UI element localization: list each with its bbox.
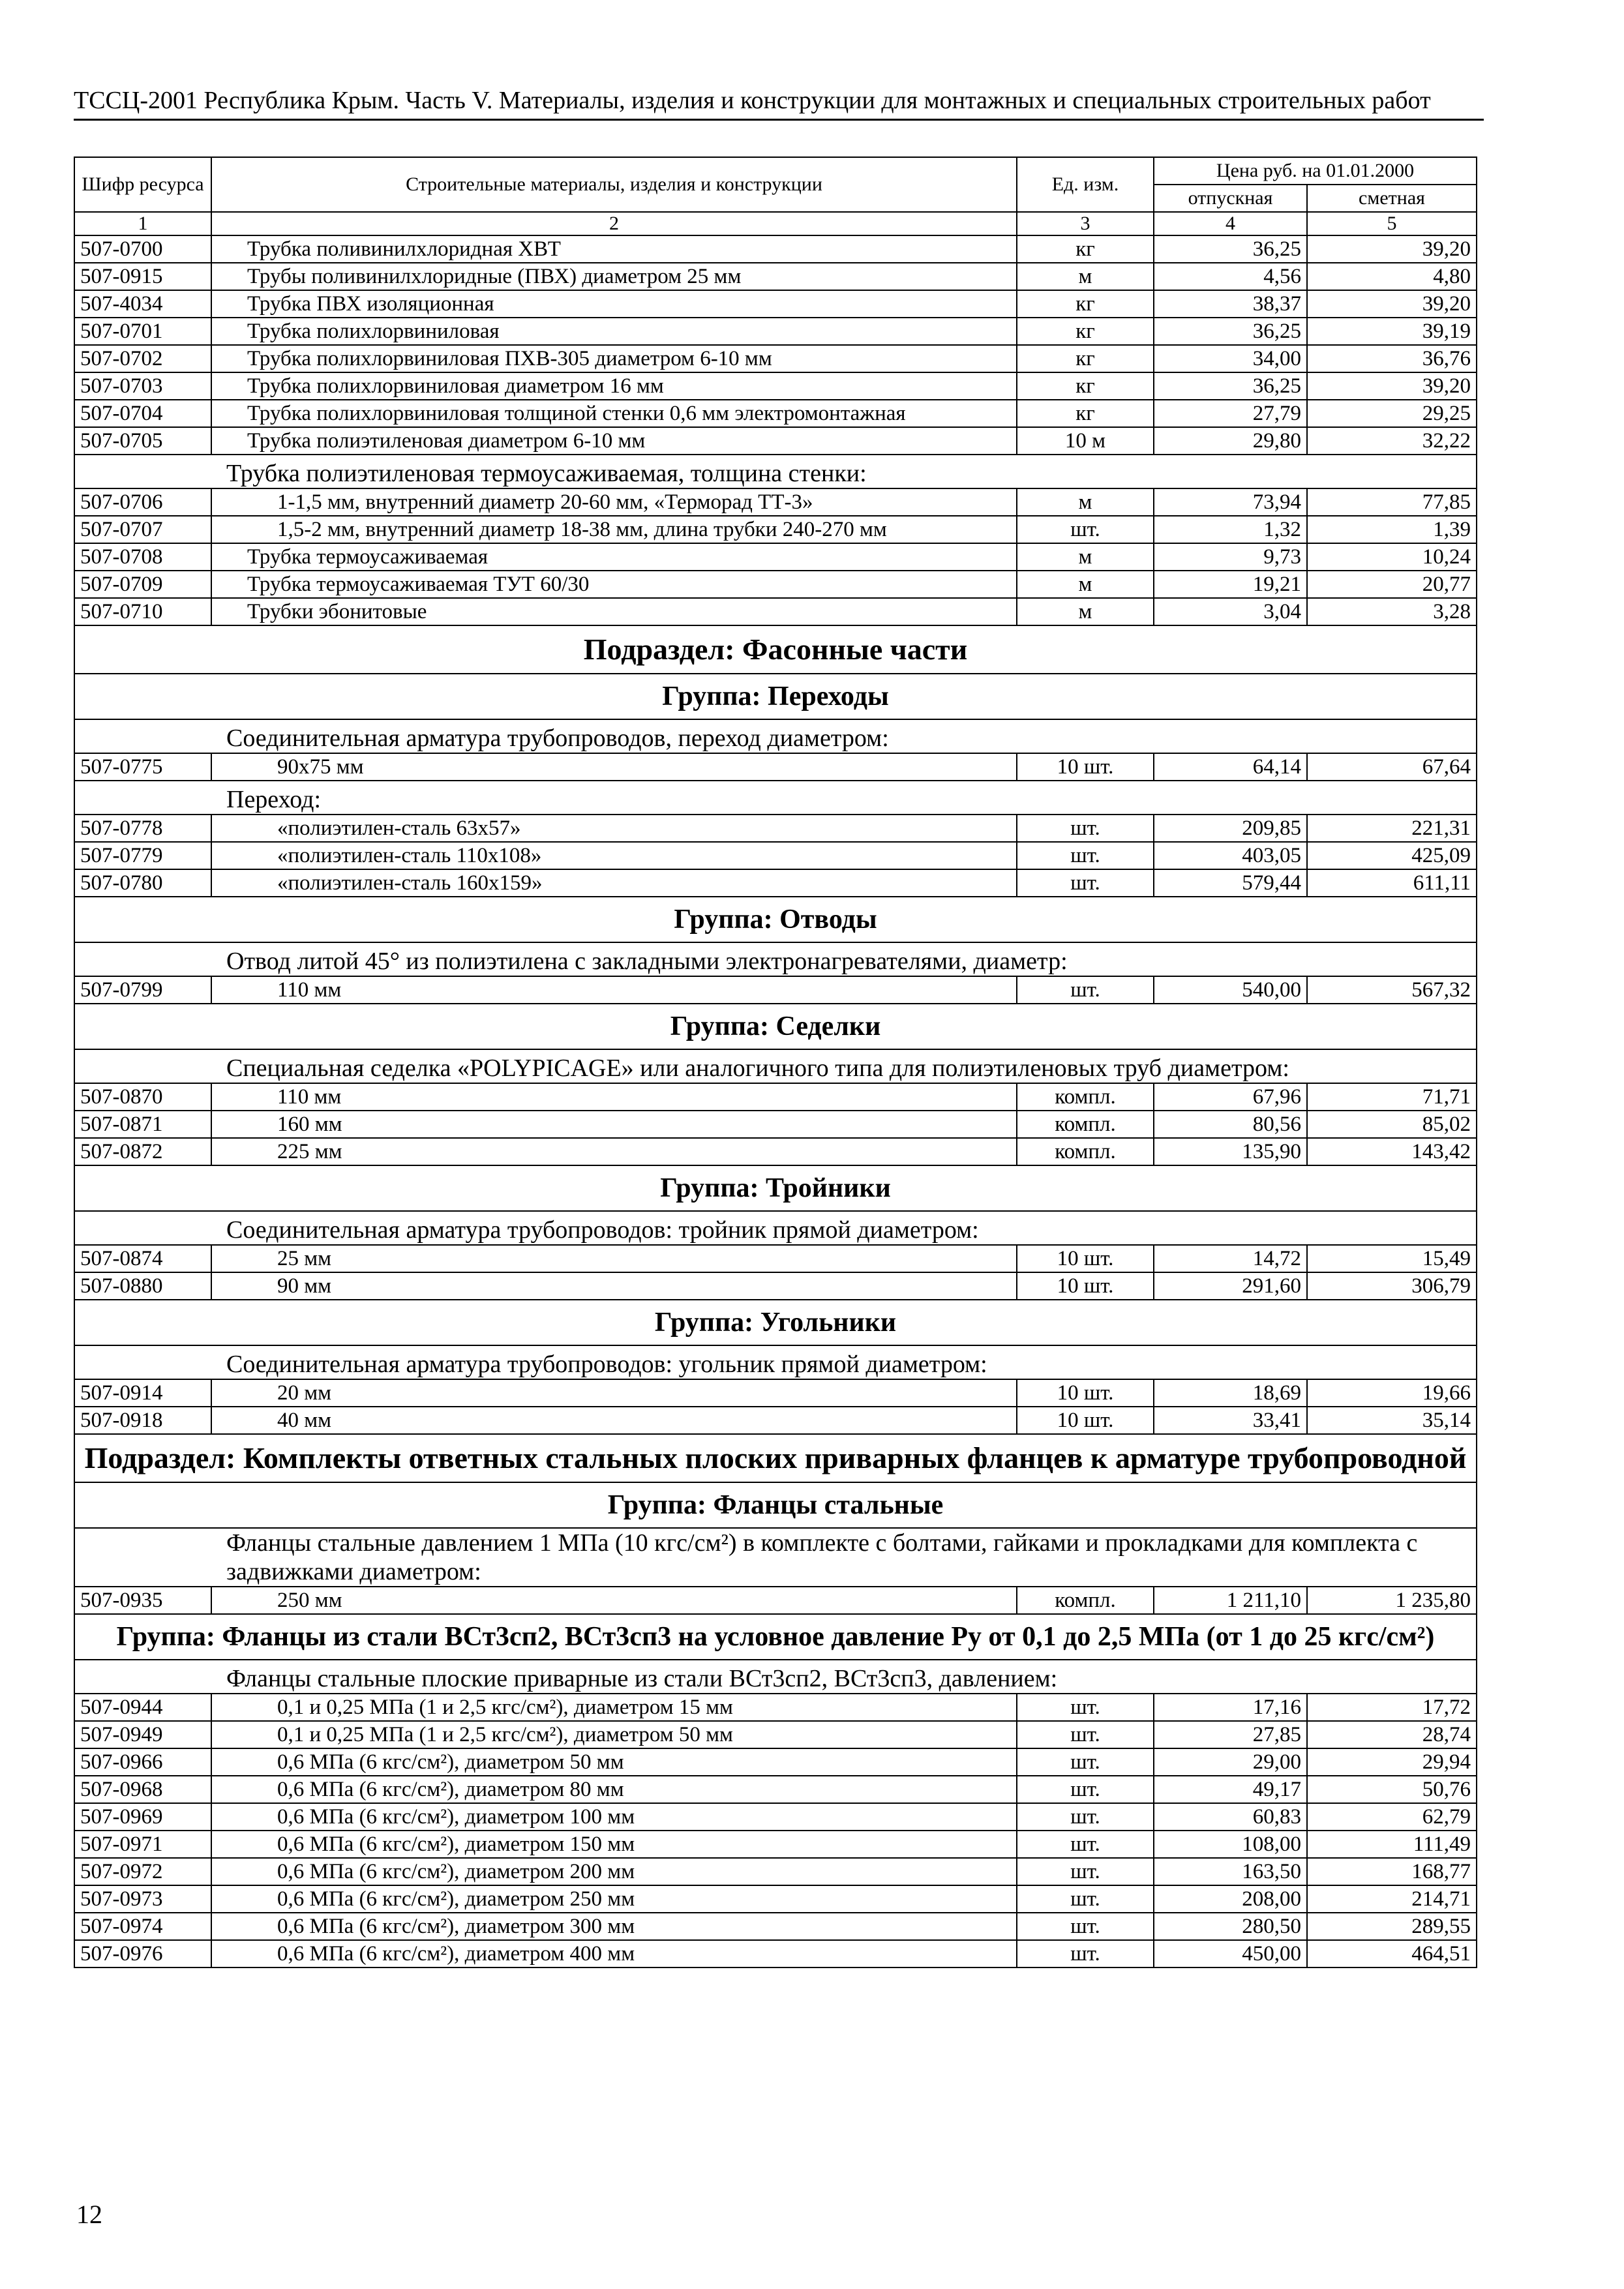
release-price: 208,00 [1154, 1885, 1307, 1913]
subgroup-heading-row [74, 942, 1477, 976]
group-title: Группа: Фланцы из стали ВСт3сп2, ВСт3сп3 на условное давление Ру от 0,1 до 2,5 МПа (от 1 до 25 кгс/см²) [74, 1614, 1477, 1660]
table-row [74, 815, 1477, 842]
subgroup-heading: Соединительная арматура трубопроводов: тройник прямой диаметром: [74, 1211, 1477, 1245]
material-name: 0,6 МПа (6 кгс/см²), диаметром 100 мм [211, 1803, 1017, 1831]
material-name: Трубка термоусаживаемая [211, 543, 1017, 571]
resource-code: 507-0968 [74, 1776, 211, 1803]
release-price: 17,16 [1154, 1694, 1307, 1721]
subsection-title: Подраздел: Фасонные части [74, 625, 1477, 674]
estimate-price: 15,49 [1307, 1245, 1477, 1272]
resource-code: 507-0779 [74, 842, 211, 869]
estimate-price: 3,28 [1307, 598, 1477, 625]
estimate-price: 19,66 [1307, 1379, 1477, 1407]
estimate-price: 77,85 [1307, 488, 1477, 516]
material-name: 1-1,5 мм, внутренний диаметр 20-60 мм, «Терморад ТТ-3» [211, 488, 1017, 516]
estimate-price: 168,77 [1307, 1858, 1477, 1885]
table-row [74, 1407, 1477, 1434]
material-name: Трубка полихлорвиниловая [211, 318, 1017, 345]
release-price: 108,00 [1154, 1831, 1307, 1858]
resource-code: 507-0973 [74, 1885, 211, 1913]
column-header-price: Цена руб. на 01.01.2000 [1154, 157, 1477, 185]
resource-code: 507-4034 [74, 290, 211, 318]
column-number: 3 [1017, 212, 1154, 235]
estimate-price: 214,71 [1307, 1885, 1477, 1913]
material-name: 0,6 МПа (6 кгс/см²), диаметром 400 мм [211, 1940, 1017, 1967]
estimate-price: 39,20 [1307, 235, 1477, 263]
release-price: 36,25 [1154, 318, 1307, 345]
subgroup-heading: Соединительная арматура трубопроводов: угольник прямой диаметром: [74, 1345, 1477, 1379]
release-price: 3,04 [1154, 598, 1307, 625]
resource-code: 507-0971 [74, 1831, 211, 1858]
release-price: 67,96 [1154, 1083, 1307, 1111]
estimate-price: 20,77 [1307, 571, 1477, 598]
table-row [74, 1748, 1477, 1776]
subsection-row [74, 625, 1477, 674]
resource-code: 507-0708 [74, 543, 211, 571]
unit-of-measure: шт. [1017, 1748, 1154, 1776]
table-row [74, 1940, 1477, 1967]
unit-of-measure: м [1017, 598, 1154, 625]
table-row [74, 842, 1477, 869]
subgroup-heading-row [74, 1660, 1477, 1694]
table-row [74, 427, 1477, 455]
release-price: 14,72 [1154, 1245, 1307, 1272]
unit-of-measure: кг [1017, 235, 1154, 263]
header-rule [74, 119, 1484, 121]
table-row [74, 753, 1477, 781]
group-row [74, 674, 1477, 719]
release-price: 280,50 [1154, 1913, 1307, 1940]
table-row [74, 372, 1477, 400]
resource-code: 507-0701 [74, 318, 211, 345]
material-name: 250 мм [211, 1587, 1017, 1614]
table-row [74, 1138, 1477, 1165]
release-price: 60,83 [1154, 1803, 1307, 1831]
unit-of-measure: 10 шт. [1017, 1245, 1154, 1272]
table-row [74, 1721, 1477, 1748]
resource-code: 507-0707 [74, 516, 211, 543]
unit-of-measure: компл. [1017, 1138, 1154, 1165]
table-row [74, 571, 1477, 598]
release-price: 38,37 [1154, 290, 1307, 318]
unit-of-measure: компл. [1017, 1083, 1154, 1111]
group-title: Группа: Угольники [74, 1300, 1477, 1345]
estimate-price: 36,76 [1307, 345, 1477, 372]
table-header-row [74, 157, 1477, 185]
subgroup-heading: Переход: [74, 781, 1477, 815]
group-row [74, 1300, 1477, 1345]
page-header-title: ТССЦ-2001 Республика Крым. Часть V. Материалы, изделия и конструкции для монтажных и специальных строительных работ [74, 87, 1431, 114]
resource-code: 507-0969 [74, 1803, 211, 1831]
material-name: 110 мм [211, 1083, 1017, 1111]
table-row [74, 598, 1477, 625]
table-row [74, 1858, 1477, 1885]
table-row [74, 516, 1477, 543]
release-price: 49,17 [1154, 1776, 1307, 1803]
resource-code: 507-0972 [74, 1858, 211, 1885]
material-name: Трубка термоусаживаемая ТУТ 60/30 [211, 571, 1017, 598]
subgroup-heading-row [74, 1049, 1477, 1083]
estimate-price: 17,72 [1307, 1694, 1477, 1721]
release-price: 4,56 [1154, 263, 1307, 290]
material-name: 0,6 МПа (6 кгс/см²), диаметром 150 мм [211, 1831, 1017, 1858]
table-row [74, 1272, 1477, 1300]
unit-of-measure: шт. [1017, 1803, 1154, 1831]
unit-of-measure: шт. [1017, 1858, 1154, 1885]
resource-code: 507-0870 [74, 1083, 211, 1111]
estimate-price: 35,14 [1307, 1407, 1477, 1434]
resource-code: 507-0872 [74, 1138, 211, 1165]
material-name: 0,1 и 0,25 МПа (1 и 2,5 кгс/см²), диаметром 50 мм [211, 1721, 1017, 1748]
resource-code: 507-0778 [74, 815, 211, 842]
unit-of-measure: м [1017, 263, 1154, 290]
material-name: Трубы поливинилхлоридные (ПВХ) диаметром 25 мм [211, 263, 1017, 290]
material-name: 20 мм [211, 1379, 1017, 1407]
unit-of-measure: м [1017, 488, 1154, 516]
estimate-price: 29,94 [1307, 1748, 1477, 1776]
material-name: Трубка поливинилхлоридная ХВТ [211, 235, 1017, 263]
unit-of-measure: шт. [1017, 1913, 1154, 1940]
material-name: 0,6 МПа (6 кгс/см²), диаметром 80 мм [211, 1776, 1017, 1803]
material-name: 0,6 МПа (6 кгс/см²), диаметром 200 мм [211, 1858, 1017, 1885]
release-price: 27,79 [1154, 400, 1307, 427]
table-row [74, 1587, 1477, 1614]
resource-code: 507-0935 [74, 1587, 211, 1614]
release-price: 9,73 [1154, 543, 1307, 571]
estimate-price: 29,25 [1307, 400, 1477, 427]
unit-of-measure: шт. [1017, 1831, 1154, 1858]
estimate-price: 464,51 [1307, 1940, 1477, 1967]
release-price: 33,41 [1154, 1407, 1307, 1434]
release-price: 27,85 [1154, 1721, 1307, 1748]
column-number-row [74, 212, 1477, 235]
unit-of-measure: кг [1017, 318, 1154, 345]
estimate-price: 39,20 [1307, 290, 1477, 318]
group-title: Группа: Тройники [74, 1165, 1477, 1211]
material-name: 110 мм [211, 976, 1017, 1004]
resource-code: 507-0700 [74, 235, 211, 263]
estimate-price: 10,24 [1307, 543, 1477, 571]
release-price: 19,21 [1154, 571, 1307, 598]
release-price: 29,80 [1154, 427, 1307, 455]
table-row [74, 1379, 1477, 1407]
column-number: 4 [1154, 212, 1307, 235]
material-name: 1,5-2 мм, внутренний диаметр 18-38 мм, длина трубки 240-270 мм [211, 516, 1017, 543]
table-row [74, 869, 1477, 897]
estimate-price: 28,74 [1307, 1721, 1477, 1748]
table-row [74, 1885, 1477, 1913]
resource-code: 507-0915 [74, 263, 211, 290]
group-title: Группа: Переходы [74, 674, 1477, 719]
material-name: 225 мм [211, 1138, 1017, 1165]
unit-of-measure: 10 м [1017, 427, 1154, 455]
group-row [74, 1004, 1477, 1049]
unit-of-measure: кг [1017, 400, 1154, 427]
subgroup-heading: Специальная седелка «POLYPICAGE» или аналогичного типа для полиэтиленовых труб диаметром: [74, 1049, 1477, 1083]
release-price: 540,00 [1154, 976, 1307, 1004]
table-row [74, 1913, 1477, 1940]
unit-of-measure: шт. [1017, 1940, 1154, 1967]
release-price: 34,00 [1154, 345, 1307, 372]
table-row [74, 1803, 1477, 1831]
group-row [74, 1614, 1477, 1660]
estimate-price: 62,79 [1307, 1803, 1477, 1831]
release-price: 209,85 [1154, 815, 1307, 842]
material-name: 90 мм [211, 1272, 1017, 1300]
estimate-price: 221,31 [1307, 815, 1477, 842]
material-name: 0,6 МПа (6 кгс/см²), диаметром 300 мм [211, 1913, 1017, 1940]
column-header-unit: Ед. изм. [1017, 157, 1154, 212]
table-row [74, 1776, 1477, 1803]
release-price: 64,14 [1154, 753, 1307, 781]
material-name: Трубка полихлорвиниловая толщиной стенки 0,6 мм электромонтажная [211, 400, 1017, 427]
resource-code: 507-0710 [74, 598, 211, 625]
resource-code: 507-0709 [74, 571, 211, 598]
resource-code: 507-0880 [74, 1272, 211, 1300]
table-row [74, 290, 1477, 318]
unit-of-measure: м [1017, 543, 1154, 571]
estimate-price: 39,20 [1307, 372, 1477, 400]
material-name: 0,6 МПа (6 кгс/см²), диаметром 50 мм [211, 1748, 1017, 1776]
release-price: 403,05 [1154, 842, 1307, 869]
release-price: 291,60 [1154, 1272, 1307, 1300]
estimate-price: 67,64 [1307, 753, 1477, 781]
release-price: 18,69 [1154, 1379, 1307, 1407]
subgroup-heading: Фланцы стальные плоские приварные из стали ВСт3сп2, ВСт3сп3, давлением: [74, 1660, 1477, 1694]
page-number: 12 [76, 2200, 102, 2229]
resource-code: 507-0976 [74, 1940, 211, 1967]
subsection-row [74, 1434, 1477, 1482]
unit-of-measure: кг [1017, 290, 1154, 318]
unit-of-measure: шт. [1017, 815, 1154, 842]
release-price: 579,44 [1154, 869, 1307, 897]
unit-of-measure: шт. [1017, 1776, 1154, 1803]
material-name: 0,1 и 0,25 МПа (1 и 2,5 кгс/см²), диаметром 15 мм [211, 1694, 1017, 1721]
subgroup-heading: Соединительная арматура трубопроводов, переход диаметром: [74, 719, 1477, 753]
group-row [74, 1165, 1477, 1211]
estimate-price: 85,02 [1307, 1111, 1477, 1138]
table-row [74, 400, 1477, 427]
material-name: 90x75 мм [211, 753, 1017, 781]
material-name: «полиэтилен-сталь 110x108» [211, 842, 1017, 869]
unit-of-measure: компл. [1017, 1587, 1154, 1614]
column-header-estimate-price: сметная [1307, 185, 1477, 212]
subsection-title: Подраздел: Комплекты ответных стальных плоских приварных фланцев к арматуре трубопроводной [74, 1434, 1477, 1482]
estimate-price: 50,76 [1307, 1776, 1477, 1803]
resource-code: 507-0703 [74, 372, 211, 400]
material-name: 40 мм [211, 1407, 1017, 1434]
estimate-price: 32,22 [1307, 427, 1477, 455]
unit-of-measure: 10 шт. [1017, 753, 1154, 781]
material-name: Трубка полиэтиленовая диаметром 6-10 мм [211, 427, 1017, 455]
material-name: 25 мм [211, 1245, 1017, 1272]
material-name: Трубка ПВХ изоляционная [211, 290, 1017, 318]
release-price: 29,00 [1154, 1748, 1307, 1776]
resource-code: 507-0706 [74, 488, 211, 516]
unit-of-measure: шт. [1017, 1721, 1154, 1748]
material-name: 160 мм [211, 1111, 1017, 1138]
table-row [74, 543, 1477, 571]
release-price: 1 211,10 [1154, 1587, 1307, 1614]
resource-code: 507-0775 [74, 753, 211, 781]
group-title: Группа: Отводы [74, 897, 1477, 942]
subgroup-heading: Отвод литой 45° из полиэтилена с закладными электронагревателями, диаметр: [74, 942, 1477, 976]
unit-of-measure: шт. [1017, 1885, 1154, 1913]
unit-of-measure: м [1017, 571, 1154, 598]
estimate-price: 289,55 [1307, 1913, 1477, 1940]
table-row [74, 318, 1477, 345]
subgroup-heading-row [74, 1528, 1477, 1587]
column-number: 5 [1307, 212, 1477, 235]
table-row [74, 1831, 1477, 1858]
resource-code: 507-0874 [74, 1245, 211, 1272]
release-price: 80,56 [1154, 1111, 1307, 1138]
release-price: 450,00 [1154, 1940, 1307, 1967]
resource-code: 507-0918 [74, 1407, 211, 1434]
unit-of-measure: 10 шт. [1017, 1407, 1154, 1434]
unit-of-measure: шт. [1017, 869, 1154, 897]
unit-of-measure: 10 шт. [1017, 1272, 1154, 1300]
resource-code: 507-0974 [74, 1913, 211, 1940]
estimate-price: 111,49 [1307, 1831, 1477, 1858]
release-price: 36,25 [1154, 235, 1307, 263]
estimate-price: 143,42 [1307, 1138, 1477, 1165]
resource-code: 507-0704 [74, 400, 211, 427]
unit-of-measure: шт. [1017, 842, 1154, 869]
table-row [74, 1083, 1477, 1111]
resource-code: 507-0871 [74, 1111, 211, 1138]
unit-of-measure: шт. [1017, 976, 1154, 1004]
group-row [74, 1482, 1477, 1528]
estimate-price: 4,80 [1307, 263, 1477, 290]
subgroup-heading: Фланцы стальные давлением 1 МПа (10 кгс/см²) в комплекте с болтами, гайками и прокладками для комплекта с задвижками диаметром: [74, 1528, 1477, 1587]
table-row [74, 1245, 1477, 1272]
table-row [74, 488, 1477, 516]
resource-code: 507-0799 [74, 976, 211, 1004]
estimate-price: 611,11 [1307, 869, 1477, 897]
release-price: 73,94 [1154, 488, 1307, 516]
table-row [74, 1111, 1477, 1138]
table-row [74, 976, 1477, 1004]
group-title: Группа: Фланцы стальные [74, 1482, 1477, 1528]
subgroup-heading-row [74, 781, 1477, 815]
unit-of-measure: кг [1017, 345, 1154, 372]
subgroup-heading-row [74, 1211, 1477, 1245]
material-name: Трубки эбонитовые [211, 598, 1017, 625]
resource-code: 507-0944 [74, 1694, 211, 1721]
resource-code: 507-0914 [74, 1379, 211, 1407]
subgroup-heading-row [74, 1345, 1477, 1379]
unit-of-measure: 10 шт. [1017, 1379, 1154, 1407]
material-name: «полиэтилен-сталь 63x57» [211, 815, 1017, 842]
table-row [74, 235, 1477, 263]
price-table [74, 157, 1477, 1968]
release-price: 135,90 [1154, 1138, 1307, 1165]
resource-code: 507-0705 [74, 427, 211, 455]
material-name: Трубка полихлорвиниловая диаметром 16 мм [211, 372, 1017, 400]
table-row [74, 1694, 1477, 1721]
group-title: Группа: Седелки [74, 1004, 1477, 1049]
estimate-price: 1 235,80 [1307, 1587, 1477, 1614]
table-row [74, 263, 1477, 290]
group-row [74, 897, 1477, 942]
resource-code: 507-0780 [74, 869, 211, 897]
column-number: 2 [211, 212, 1017, 235]
resource-code: 507-0966 [74, 1748, 211, 1776]
estimate-price: 39,19 [1307, 318, 1477, 345]
table-row [74, 345, 1477, 372]
release-price: 1,32 [1154, 516, 1307, 543]
column-header-code: Шифр ресурса [74, 157, 211, 212]
column-number: 1 [74, 212, 211, 235]
material-name: Трубка полихлорвиниловая ПХВ-305 диаметром 6-10 мм [211, 345, 1017, 372]
unit-of-measure: шт. [1017, 1694, 1154, 1721]
column-header-name: Строительные материалы, изделия и конструкции [211, 157, 1017, 212]
estimate-price: 425,09 [1307, 842, 1477, 869]
unit-of-measure: компл. [1017, 1111, 1154, 1138]
material-name: 0,6 МПа (6 кгс/см²), диаметром 250 мм [211, 1885, 1017, 1913]
resource-code: 507-0949 [74, 1721, 211, 1748]
estimate-price: 71,71 [1307, 1083, 1477, 1111]
subgroup-heading-row [74, 719, 1477, 753]
resource-code: 507-0702 [74, 345, 211, 372]
release-price: 163,50 [1154, 1858, 1307, 1885]
subgroup-heading: Трубка полиэтиленовая термоусаживаемая, толщина стенки: [74, 455, 1477, 488]
unit-of-measure: кг [1017, 372, 1154, 400]
material-name: «полиэтилен-сталь 160x159» [211, 869, 1017, 897]
column-header-release-price: отпускная [1154, 185, 1307, 212]
unit-of-measure: шт. [1017, 516, 1154, 543]
release-price: 36,25 [1154, 372, 1307, 400]
estimate-price: 1,39 [1307, 516, 1477, 543]
subgroup-heading-row [74, 455, 1477, 488]
estimate-price: 306,79 [1307, 1272, 1477, 1300]
estimate-price: 567,32 [1307, 976, 1477, 1004]
